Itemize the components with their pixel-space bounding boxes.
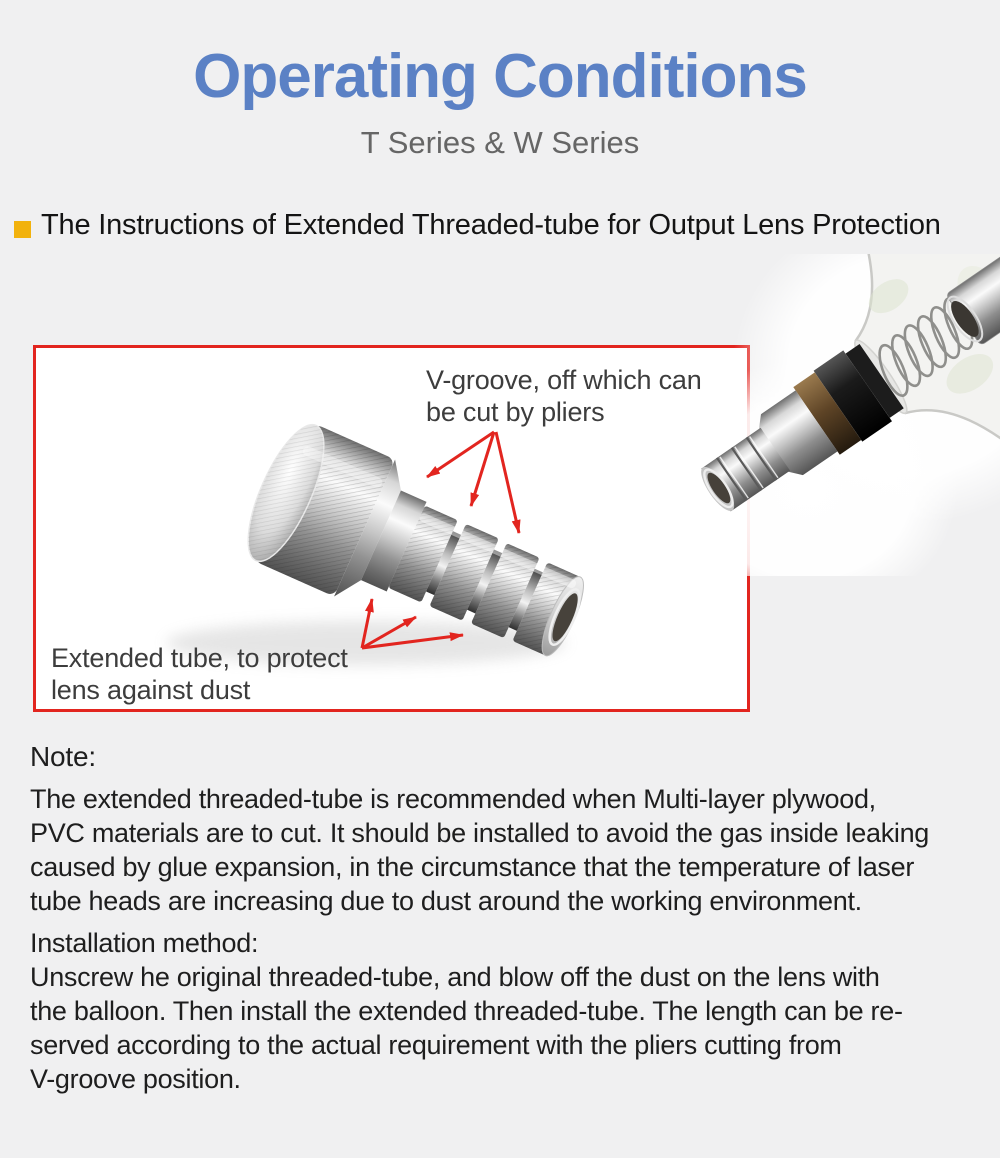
note-line: PVC materials are to cut. It should be installed to avoid the gas inside leaking (30, 818, 930, 848)
note-line: The extended threaded-tube is recommended when Multi-layer plywood, (30, 784, 876, 814)
installation-line: Unscrew he original threaded-tube, and blow off the dust on the lens with (30, 962, 880, 992)
page-subtitle: T Series & W Series (360, 125, 640, 160)
installation-method-heading: Installation method: (30, 928, 259, 958)
section-heading-text: The Instructions of Extended Threaded-tube for Output Lens Protection (41, 209, 941, 241)
laser-tube-photo (683, 254, 1000, 576)
note-line: tube heads are increasing due to dust around the working environment. (30, 886, 862, 916)
note-heading: Note: (30, 741, 96, 772)
extended-tube-label-line2: lens against dust (51, 675, 251, 705)
extended-tube-label (51, 642, 348, 706)
installation-line: V-groove position. (30, 1064, 241, 1094)
extended-tube-label-line1: Extended tube, to protect (51, 643, 348, 673)
v-groove-label (426, 364, 702, 428)
installation-line: the balloon. Then install the extended threaded-tube. The length can be re- (30, 996, 903, 1026)
v-groove-label-line2: be cut by pliers (426, 397, 605, 427)
note-section (30, 740, 990, 1096)
note-line: caused by glue expansion, in the circumstance that the temperature of laser (30, 852, 915, 882)
installation-line: served according to the actual requirement with the pliers cutting from (30, 1030, 842, 1060)
bullet-square-icon (14, 221, 31, 238)
page-title: Operating Conditions (193, 42, 807, 111)
diagram-box (33, 345, 750, 712)
v-groove-label-line1: V-groove, off which can (426, 365, 702, 395)
